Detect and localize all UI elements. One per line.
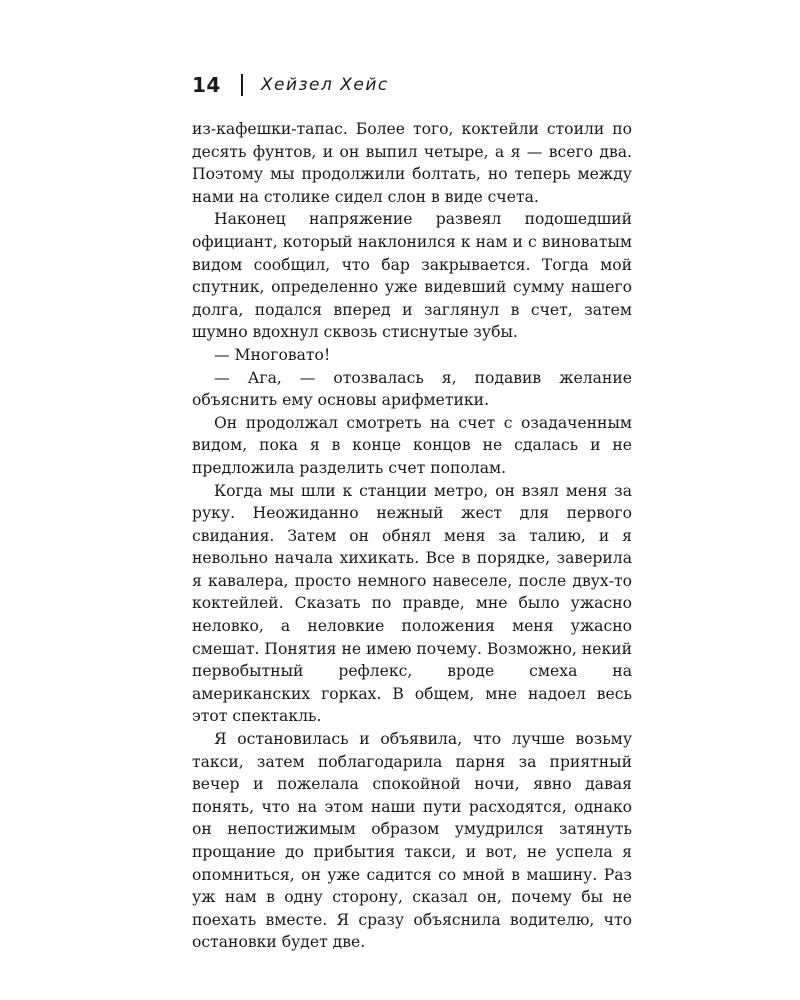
header-divider xyxy=(241,74,243,96)
dialogue-line: — Многовато! xyxy=(214,345,331,364)
dialogue-line: — Ага, — отозвалась я, подавив желание объяснить ему основы арифметики. xyxy=(192,368,632,410)
paragraph: Я остановилась и объявила, что лучше возьму такси, затем поблагодарила парня за приятный вечер и пожелала спокойной ночи, явно давая понять, что на этом наши пути расходятся, однако он непостижимым образом умудрился затянуть прощание до прибытия такси, и вот, не успела я опомниться, он уже садится со мной в машину. Раз уж нам в одну сторону, сказал он, почему бы не поехать вместе. Я сразу объяснила водителю, что остановки будет две. xyxy=(192,730,632,952)
body-text xyxy=(192,118,632,954)
paragraph: Когда мы шли к станции метро, он взял меня за руку. Неожиданно нежный жест для первого свидания. Затем он обнял меня за талию, и я невольно начала хихикать. Все в порядке, заверила я кавалера, просто немного навеселе, после двух-то коктейлей. Сказать по правде, мне было ужасно неловко, а неловкие положения меня ужасно смешат. Понятия не имею почему. Возможно, некий первобытный рефлекс, вроде смеха на американских горках. В общем, мне надоел весь этот спектакль. xyxy=(192,481,632,726)
author-name: Хейзел Хейс xyxy=(260,75,389,95)
running-head xyxy=(192,70,389,100)
paragraph: из-кафешки-тапас. Более того, коктейли стоили по десять фунтов, и он выпил четыре, а я — всего два. Поэтому мы продолжили болтать, но теперь между нами на столике сидел слон в виде счета. xyxy=(192,120,632,206)
page-number: 14 xyxy=(192,73,221,97)
paragraph: Он продолжал смотреть на счет с озадаченным видом, пока я в конце концов не сдалась и не предложила разделить счет пополам. xyxy=(192,413,632,477)
paragraph: Наконец напряжение развеял подошедший официант, который наклонился к нам и с виноватым видом сообщил, что бар закрывается. Тогда мой спутник, определенно уже видевший сумму нашего долга, подался вперед и заглянул в счет, затем шумно вдохнул сквозь стиснутые зубы. xyxy=(192,210,632,342)
